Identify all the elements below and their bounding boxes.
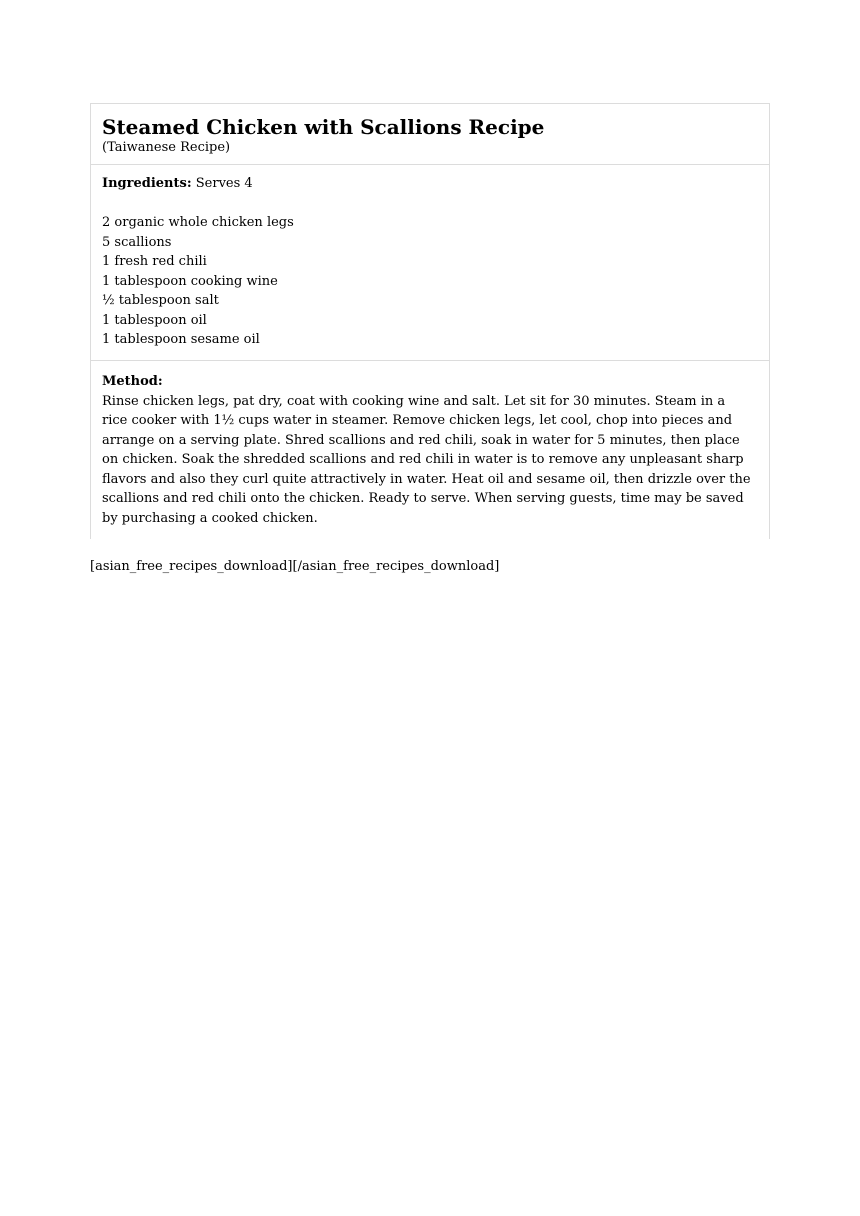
ingredient-item: 2 organic whole chicken legs xyxy=(102,215,294,230)
recipe-subtitle: (Taiwanese Recipe) xyxy=(102,140,231,155)
serves-text: Serves 4 xyxy=(191,176,253,191)
ingredients-label: Ingredients: xyxy=(102,176,192,191)
ingredients-section xyxy=(91,165,769,361)
ingredient-item: 5 scallions xyxy=(102,234,172,250)
ingredients-heading xyxy=(102,174,758,194)
download-shortcode: [asian_free_recipes_download][/asian_free_recipes_download] xyxy=(90,559,500,574)
method-text: Rinse chicken legs, pat dry, coat with cooking wine and salt. Let sit for 30 minutes. Steam in a rice cooker with 1½ cups water in steamer. Remove chicken legs, let cool, chop into pieces and arrange on a serving plate. Shred scallions and red chili, soak in water for 5 minutes, then place on chicken. Soak the shredded scallions and red chili in water is to remove any unpleasant sharp flavors and also they curl quite attractively in water. Heat oil and sesame oil, then drizzle over the scallions and red chili onto the chicken. Ready to serve. When serving guests, time may be saved by purchasing a cooked chicken. xyxy=(102,393,751,526)
recipe-card xyxy=(90,103,770,539)
ingredient-item: 1 tablespoon sesame oil xyxy=(102,332,260,347)
recipe-header xyxy=(91,104,769,165)
ingredients-list xyxy=(102,213,758,350)
ingredient-item: 1 fresh red chili xyxy=(102,254,207,269)
ingredient-item: ½ tablespoon salt xyxy=(102,293,219,308)
method-label: Method: xyxy=(102,374,163,389)
ingredient-item: 1 tablespoon cooking wine xyxy=(102,273,278,289)
ingredient-item: 1 tablespoon oil xyxy=(102,312,207,328)
method-section xyxy=(91,361,769,528)
recipe-title: Steamed Chicken with Scallions Recipe xyxy=(102,115,545,139)
